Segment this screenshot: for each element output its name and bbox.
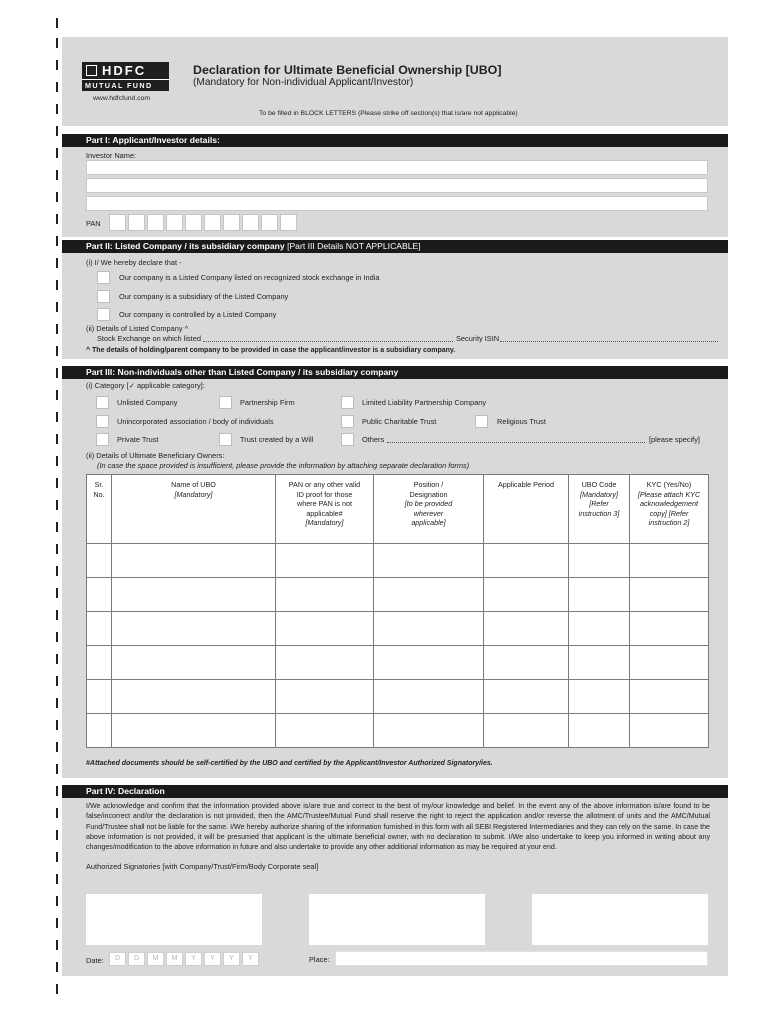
will-trust-checkbox[interactable] [219, 433, 232, 446]
llp-checkbox[interactable] [341, 396, 354, 409]
table-cell[interactable] [569, 544, 630, 578]
table-row [87, 578, 709, 612]
place-field[interactable] [335, 951, 708, 966]
religious-trust-label: Religious Trust [497, 417, 546, 426]
pan-box[interactable] [261, 214, 278, 231]
table-cell[interactable] [569, 578, 630, 612]
table-cell[interactable] [484, 714, 569, 748]
table-cell[interactable] [484, 646, 569, 680]
part3-footnote: #Attached documents should be self-certified by the UBO and certified by the Applicant/Investor Authorized Signatory/ies. [86, 760, 493, 767]
others-label: Others [362, 435, 385, 444]
pan-label: PAN [86, 219, 101, 228]
table-cell[interactable] [112, 714, 276, 748]
table-cell[interactable] [87, 714, 112, 748]
listed-company-option: Our company is a Listed Company listed on recognized stock exchange in India [119, 273, 380, 282]
table-cell[interactable] [374, 714, 484, 748]
table-cell[interactable] [630, 680, 709, 714]
pan-box[interactable] [109, 214, 126, 231]
table-row [87, 612, 709, 646]
table-cell[interactable] [87, 680, 112, 714]
date-year-box[interactable]: Y [242, 952, 259, 966]
table-cell[interactable] [87, 544, 112, 578]
table-cell[interactable] [276, 646, 374, 680]
table-cell[interactable] [87, 646, 112, 680]
investor-name-label: Investor Name: [86, 151, 137, 160]
table-cell[interactable] [484, 612, 569, 646]
private-trust-label: Private Trust [117, 435, 159, 444]
signature-box-2[interactable] [309, 894, 485, 945]
listed-company-checkbox[interactable] [97, 271, 110, 284]
table-cell[interactable] [112, 544, 276, 578]
table-cell[interactable] [569, 680, 630, 714]
table-cell[interactable] [630, 544, 709, 578]
subsidiary-option: Our company is a subsidiary of the Listed Company [119, 292, 289, 301]
table-cell[interactable] [630, 612, 709, 646]
table-row [87, 646, 709, 680]
signature-box-1[interactable] [86, 894, 262, 945]
charitable-trust-label: Public Charitable Trust [362, 417, 437, 426]
table-cell[interactable] [276, 612, 374, 646]
table-cell[interactable] [569, 646, 630, 680]
partnership-firm-label: Partnership Firm [240, 398, 295, 407]
col-period: Applicable Period [484, 475, 569, 544]
table-cell[interactable] [276, 544, 374, 578]
security-isin-field[interactable] [500, 341, 718, 342]
pan-box[interactable] [204, 214, 221, 231]
table-row [87, 544, 709, 578]
place-label: Place: [309, 955, 330, 964]
part3-heading: Part III: Non-individuals other than Listed Company / its subsidiary company [62, 366, 728, 379]
date-month-box[interactable]: M [147, 952, 164, 966]
table-row [87, 714, 709, 748]
col-name: Name of UBO [Mandatory] [112, 475, 276, 544]
table-cell[interactable] [374, 680, 484, 714]
controlled-checkbox[interactable] [97, 308, 110, 321]
pan-box[interactable] [128, 214, 145, 231]
declare-label: (i) I/ We hereby declare that - [86, 258, 182, 267]
table-cell[interactable] [630, 578, 709, 612]
investor-name-field-3[interactable] [86, 196, 708, 211]
website-text: www.hdfcfund.com [93, 95, 151, 102]
part2-footnote: ^ The details of holding/parent company to be provided in case the applicant/investor is a subsidiary company. [86, 347, 456, 354]
date-label: Date: [86, 956, 104, 965]
table-cell[interactable] [484, 544, 569, 578]
table-cell[interactable] [630, 646, 709, 680]
table-cell[interactable] [276, 680, 374, 714]
date-year-box[interactable]: Y [185, 952, 202, 966]
ubo-details-note: (In case the space provided is insufficient, please provide the information by attaching separate declaration forms) [97, 461, 470, 470]
block-letters-instruction: To be filled in BLOCK LETTERS (Please strike off section(s) that is/are not applicable) [259, 110, 518, 117]
ubo-table-header [87, 475, 709, 544]
pan-box[interactable] [185, 214, 202, 231]
others-checkbox[interactable] [341, 433, 354, 446]
signatories-label: Authorized Signatories [with Company/Trust/Firm/Body Corporate seal] [86, 862, 319, 871]
unincorporated-label: Unincorporated association / body of individuals [117, 417, 274, 426]
table-cell[interactable] [374, 544, 484, 578]
subsidiary-checkbox[interactable] [97, 290, 110, 303]
listed-company-details-label: (ii) Details of Listed Company ^ [86, 324, 189, 333]
table-cell[interactable] [484, 680, 569, 714]
pan-box[interactable] [223, 214, 240, 231]
llp-label: Limited Liability Partnership Company [362, 398, 487, 407]
part2-panel [62, 253, 728, 359]
date-day-box[interactable]: D [109, 952, 126, 966]
controlled-option: Our company is controlled by a Listed Company [119, 310, 277, 319]
table-cell[interactable] [374, 612, 484, 646]
religious-trust-checkbox[interactable] [475, 415, 488, 428]
investor-name-field-1[interactable] [86, 160, 708, 175]
investor-name-field-2[interactable] [86, 178, 708, 193]
col-sr-no: Sr. No. [87, 475, 112, 544]
security-isin-label: Security ISIN [456, 334, 500, 343]
date-year-box[interactable]: Y [204, 952, 221, 966]
table-cell[interactable] [112, 612, 276, 646]
others-specify-field[interactable] [387, 442, 645, 443]
table-cell[interactable] [87, 578, 112, 612]
table-cell[interactable] [276, 578, 374, 612]
unlisted-company-checkbox[interactable] [96, 396, 109, 409]
private-trust-checkbox[interactable] [96, 433, 109, 446]
table-cell[interactable] [112, 578, 276, 612]
table-cell[interactable] [87, 612, 112, 646]
table-cell[interactable] [374, 646, 484, 680]
table-cell[interactable] [569, 612, 630, 646]
hdfc-logo: HDFC MUTUAL FUND [82, 62, 169, 91]
col-pan: PAN or any other valid ID proof for those where PAN is not applicable# [Mandatory] [276, 475, 374, 544]
table-cell[interactable] [112, 646, 276, 680]
pan-box[interactable] [280, 214, 297, 231]
unlisted-company-label: Unlisted Company [117, 398, 178, 407]
table-cell[interactable] [112, 680, 276, 714]
category-label: (i) Category [✓ applicable category]: [86, 381, 205, 390]
table-cell[interactable] [276, 714, 374, 748]
signature-box-3[interactable] [532, 894, 708, 945]
date-day-box[interactable]: D [128, 952, 145, 966]
part4-heading: Part IV: Declaration [62, 785, 728, 798]
date-year-box[interactable]: Y [223, 952, 240, 966]
pan-box[interactable] [166, 214, 183, 231]
table-cell[interactable] [569, 714, 630, 748]
ubo-details-label: (ii) Details of Ultimate Beneficiary Owners: [86, 451, 225, 460]
col-kyc: KYC (Yes/No) [Please attach KYC acknowledgement copy] [Refer instruction 2] [630, 475, 709, 544]
page-subtitle: (Mandatory for Non-individual Applicant/Investor) [193, 77, 414, 88]
table-cell[interactable] [630, 714, 709, 748]
page-title: Declaration for Ultimate Beneficial Ownership [UBO] [193, 63, 502, 77]
table-row [87, 680, 709, 714]
col-ubo-code: UBO Code [Mandatory] [Refer instruction 3] [569, 475, 630, 544]
part1-heading: Part I: Applicant/Investor details: [62, 134, 728, 147]
part2-heading: Part II: Listed Company / its subsidiary company [Part III Details NOT APPLICABLE] [62, 240, 728, 253]
stock-exchange-field[interactable] [203, 341, 453, 342]
col-position: Position / Designation [to be provided wherever applicable] [374, 475, 484, 544]
pan-box[interactable] [147, 214, 164, 231]
date-month-box[interactable]: M [166, 952, 183, 966]
table-cell[interactable] [484, 578, 569, 612]
pan-box[interactable] [242, 214, 259, 231]
table-cell[interactable] [374, 578, 484, 612]
will-trust-label: Trust created by a Will [240, 435, 314, 444]
please-specify-label: [please specify] [649, 435, 700, 444]
charitable-trust-checkbox[interactable] [341, 415, 354, 428]
stock-exchange-label: Stock Exchange on which listed [97, 334, 201, 343]
unincorporated-checkbox[interactable] [96, 415, 109, 428]
partnership-firm-checkbox[interactable] [219, 396, 232, 409]
ubo-table [86, 474, 709, 748]
declaration-text: I/We acknowledge and confirm that the information provided above is/are true and correct to the best of my/our knowledge and belief. In the event any of the above information is/are found to be false/incorrect and/or the declaration is not provided, then the AMC/Trustee/Mutual Fund shall reserve the right to reject the application and/or reverse the allotment of units and the AMC/Mutual Fund/Trustee shall not be liable for the same. I/We hereby authorize sharing of the information furnished in this form with all SEBI Registered Intermediaries and they can rely on the same. In case the above information is not provided, it will be presumed that applicant is the ultimate beneficial owner, with no declaration to submit. I/We also undertake to keep you informed in writing about any changes/modification to the above information in future and also undertake to provide any other additional information as may be required at your end. [86, 802, 710, 852]
